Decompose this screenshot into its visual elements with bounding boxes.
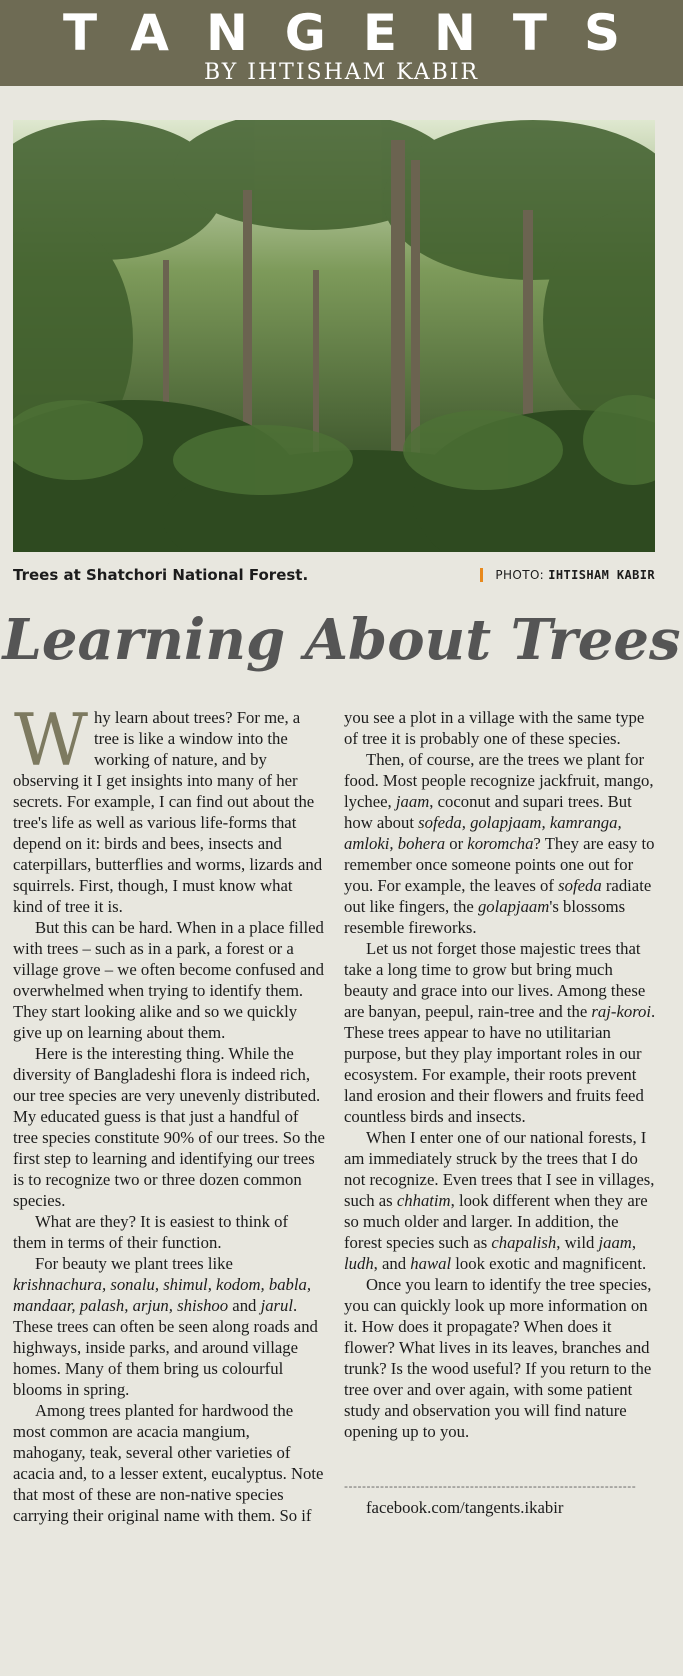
forest-photo-illustration xyxy=(13,120,655,552)
article-column-left xyxy=(13,698,325,1526)
paragraph-6: Among trees planted for hardwood the most common are acacia mangium, mahogany, teak, several other varieties of acacia and, to a lesser extent, eucalyptus. Note that most of these are non-native species carrying their original name with them. So if xyxy=(13,1401,324,1525)
paragraph-2: But this can be hard. When in a place filled with trees – such as in a park, a forest or a village grove – we often become confused and overwhelmed when trying to identify them. They start looking alike and so we quickly give up on learning about them. xyxy=(13,918,324,1042)
column-byline: BY IHTISHAM KABIR xyxy=(203,60,480,85)
article-headline: Learning About Trees xyxy=(2,607,681,673)
photo-credit-name: IHTISHAM KABIR xyxy=(548,568,655,582)
paragraph-7: Then, of course, are the trees we plant for food. Most people recognize jackfruit, mango, lychee, jaam, coconut and supari trees. But how about sofeda, golapjaam, kamranga, amloki, bohera or koromcha? They are easy to remember once someone points one out for you. For example, the leaves of sofeda radiate out like fingers, the golapjaam's blossoms resemble fireworks. xyxy=(344,750,655,937)
paragraph-5: For beauty we plant trees like krishnachura, sonalu, shimul, kodom, babla, mandaar, palash, arjun, shishoo and jarul. These trees can often be seen along roads and highways, inside parks, and around village homes. Many of them bring us colourful blooms in spring. xyxy=(13,1254,318,1399)
forest-photo xyxy=(13,120,655,552)
drop-cap: W xyxy=(14,698,89,782)
photo-caption: Trees at Shatchori National Forest. xyxy=(13,566,309,584)
facebook-link[interactable]: facebook.com/tangents.ikabir xyxy=(366,1498,564,1517)
footer-divider: ----------------------------------------------------------------- xyxy=(344,1479,637,1493)
photo-credit xyxy=(480,568,655,582)
paragraph-6-continued: you see a plot in a village with the same type of tree it is probably one of these species. xyxy=(344,708,645,748)
paragraph-9: When I enter one of our national forests, I am immediately struck by the trees that I do not recognize. Even trees that I see in villages, such as chhatim, look different when they are so much older and larger. In addition, the forest species such as chapalish, wild jaam, ludh, and hawal look exotic and magnificent. xyxy=(344,1128,655,1273)
masthead xyxy=(0,0,683,86)
paragraph-10: Once you learn to identify the tree species, you can quickly look up more information on it. How does it propagate? When does it flower? What lives in its leaves, branches and trunk? Is the wood useful? If you return to the tree over and over again, with some patient study and observation you will find nature opening up to you. xyxy=(344,1275,652,1441)
paragraph-8: Let us not forget those majestic trees that take a long time to grow but bring much beauty and grace into our lives. Among these are banyan, peepul, rain-tree and the raj-koroi. These trees appear to have no utilitarian purpose, but they play important roles in our ecosystem. For example, their roots prevent land erosion and their flowers and fruits feed countless birds and insects. xyxy=(344,939,656,1126)
paragraph-1: Why learn about trees? For me, a tree is like a window into the working of nature, and by observing it I get insights into many of her secrets. For example, I can find out about the tree's life as well as various life-forms that depend on it: birds and bees, insects and caterpillars, butterflies and worms, lizards and squirrels. First, though, I must know what kind of tree it is. xyxy=(13,698,323,916)
article-column-right xyxy=(344,707,656,1518)
column-brand: TANGENTS xyxy=(63,4,657,62)
photo-credit-prefix: PHOTO: xyxy=(495,568,545,582)
paragraph-3: Here is the interesting thing. While the diversity of Bangladeshi flora is indeed rich, our tree species are very unevenly distributed. My educated guess is that just a handful of tree species constitute 90% of our trees. So the first step to learning and identifying our trees is to recognize two or three dozen common species. xyxy=(13,1044,325,1210)
paragraph-4: What are they? It is easiest to think of them in terms of their function. xyxy=(13,1212,289,1252)
